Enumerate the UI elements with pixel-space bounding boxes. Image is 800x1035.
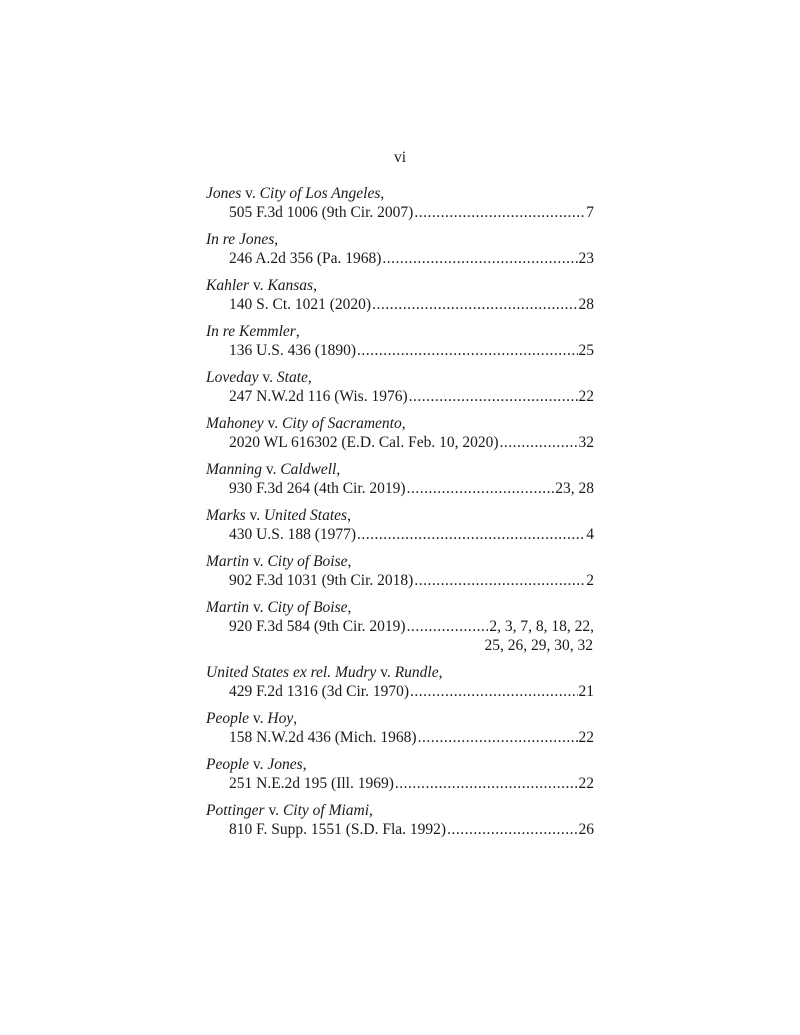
page-number: vi <box>393 149 407 166</box>
case-connector: , <box>347 599 352 616</box>
case-party: In re Kemmler <box>206 323 296 340</box>
case-connector: , <box>347 507 351 524</box>
case-party: Marks <box>206 507 246 524</box>
page-references: 22 <box>578 729 594 746</box>
case-party: United States <box>263 507 348 524</box>
case-connector: , <box>293 710 298 727</box>
case-connector: v. <box>249 599 268 616</box>
case-connector: v. <box>261 461 281 478</box>
case-connector: , <box>369 802 373 819</box>
case-connector: , <box>295 323 300 340</box>
authority-entry <box>206 755 594 793</box>
case-name <box>206 663 594 682</box>
case-party: Martin <box>206 553 250 570</box>
case-name <box>206 709 594 728</box>
case-party: People <box>206 756 250 773</box>
citation-line <box>206 387 594 406</box>
citation-line <box>206 571 594 590</box>
case-connector: , <box>313 277 317 294</box>
page-references: 23 <box>578 250 594 267</box>
case-name <box>206 598 594 617</box>
case-name <box>206 460 594 479</box>
authority-entry <box>206 801 594 839</box>
authority-entry <box>206 460 594 498</box>
case-connector: v. <box>249 710 268 727</box>
case-connector: v. <box>258 369 277 386</box>
page-references: 4 <box>586 526 594 543</box>
dot-leader <box>410 682 577 701</box>
case-party: Kansas <box>267 277 314 294</box>
page-references: 25 <box>578 342 594 359</box>
case-connector: v. <box>241 185 260 202</box>
dot-leader <box>418 728 578 747</box>
citation-line <box>206 682 594 701</box>
dot-leader <box>447 820 577 839</box>
case-party: Hoy <box>267 710 294 727</box>
citation: 505 F.3d 1006 (9th Cir. 2007) <box>229 204 414 221</box>
citation-line <box>206 341 594 360</box>
case-name <box>206 276 594 295</box>
authority-entry <box>206 368 594 406</box>
case-party: State <box>276 369 308 386</box>
table-of-authorities <box>206 184 594 847</box>
dot-leader <box>357 341 577 360</box>
case-connector: v. <box>376 664 395 681</box>
authority-entry <box>206 663 594 701</box>
case-name <box>206 230 594 249</box>
case-connector: , <box>274 231 279 248</box>
case-party: Rundle <box>394 664 439 681</box>
page-references: 26 <box>578 821 594 838</box>
case-party: City of Boise <box>267 553 348 570</box>
case-connector: v. <box>263 415 283 432</box>
citation-line <box>206 203 594 222</box>
case-party: People <box>206 710 250 727</box>
case-party: City of Boise <box>267 599 348 616</box>
citation-line <box>206 433 594 452</box>
case-name <box>206 552 594 571</box>
case-name <box>206 368 594 387</box>
page-references: 28 <box>578 296 594 313</box>
case-party: Jones <box>267 756 303 773</box>
citation: 2020 WL 616302 (E.D. Cal. Feb. 10, 2020) <box>229 434 499 451</box>
citation: 247 N.W.2d 116 (Wis. 1976) <box>229 388 408 405</box>
authority-entry <box>206 230 594 268</box>
page-references: 22 <box>578 388 594 405</box>
citation: 930 F.3d 264 (4th Cir. 2019) <box>229 480 406 497</box>
page-references: 7 <box>586 204 594 221</box>
dot-leader <box>414 203 585 222</box>
case-name <box>206 755 594 774</box>
dot-leader <box>357 525 585 544</box>
authority-entry <box>206 184 594 222</box>
citation: 140 S. Ct. 1021 (2020) <box>229 296 372 313</box>
case-party: Loveday <box>206 369 259 386</box>
dot-leader <box>409 387 578 406</box>
case-connector: , <box>307 369 312 386</box>
citation: 246 A.2d 356 (Pa. 1968) <box>229 250 382 267</box>
case-party: City of Miami <box>282 802 370 819</box>
case-connector: , <box>401 415 406 432</box>
case-connector: v. <box>249 756 268 773</box>
case-party: Kahler <box>206 277 250 294</box>
dot-leader <box>407 617 489 636</box>
case-party: United States ex rel. Mudry <box>206 664 377 681</box>
dot-leader <box>407 479 555 498</box>
citation: 430 U.S. 188 (1977) <box>229 526 357 543</box>
dot-leader <box>372 295 577 314</box>
page-references: 23, 28 <box>555 480 594 497</box>
page-references-continued: 25, 26, 29, 30, 32 <box>484 637 593 654</box>
authority-entry <box>206 552 594 590</box>
case-connector: v. <box>249 277 268 294</box>
citation-line <box>206 249 594 268</box>
case-party: In re Jones <box>206 231 275 248</box>
case-connector: , <box>347 553 352 570</box>
case-name <box>206 322 594 341</box>
citation-line <box>206 774 594 793</box>
case-connector: , <box>336 461 341 478</box>
authority-entry <box>206 506 594 544</box>
citation-line <box>206 820 594 839</box>
authority-entry <box>206 709 594 747</box>
dot-leader <box>395 774 578 793</box>
citation: 251 N.E.2d 195 (Ill. 1969) <box>229 775 394 792</box>
case-connector: v. <box>264 802 283 819</box>
authority-entry <box>206 598 594 655</box>
citation: 902 F.3d 1031 (9th Cir. 2018) <box>229 572 414 589</box>
authority-entry <box>206 322 594 360</box>
dot-leader <box>382 249 577 268</box>
case-name <box>206 414 594 433</box>
case-party: Mahoney <box>206 415 264 432</box>
case-party: Manning <box>206 461 262 478</box>
case-party: Pottinger <box>206 802 265 819</box>
citation-line <box>206 479 594 498</box>
citation-line <box>206 295 594 314</box>
case-name <box>206 184 594 203</box>
case-connector: v. <box>245 507 264 524</box>
case-party: Caldwell <box>280 461 337 478</box>
citation: 810 F. Supp. 1551 (S.D. Fla. 1992) <box>229 821 447 838</box>
page-references: 2 <box>586 572 594 589</box>
page-references: 21 <box>578 683 594 700</box>
dot-leader <box>500 433 578 452</box>
case-connector: , <box>302 756 307 773</box>
citation: 136 U.S. 436 (1890) <box>229 342 357 359</box>
case-party: Martin <box>206 599 250 616</box>
case-party: City of Los Angeles <box>259 185 381 202</box>
case-party: Jones <box>206 185 242 202</box>
case-name <box>206 506 594 525</box>
case-connector: , <box>380 185 385 202</box>
page-references: 22 <box>578 775 594 792</box>
citation-line <box>206 525 594 544</box>
dot-leader <box>414 571 585 590</box>
case-connector: v. <box>249 553 268 570</box>
citation-line <box>206 617 594 636</box>
citation-line <box>206 728 594 747</box>
citation: 920 F.3d 584 (9th Cir. 2019) <box>229 618 406 635</box>
citation: 158 N.W.2d 436 (Mich. 1968) <box>229 729 417 746</box>
page-references: 2, 3, 7, 8, 18, 22, <box>489 618 594 635</box>
citation: 429 F.2d 1316 (3d Cir. 1970) <box>229 683 410 700</box>
case-connector: , <box>438 664 443 681</box>
case-party: City of Sacramento <box>282 415 402 432</box>
page-references: 32 <box>578 434 594 451</box>
case-name <box>206 801 594 820</box>
authority-entry <box>206 276 594 314</box>
authority-entry <box>206 414 594 452</box>
